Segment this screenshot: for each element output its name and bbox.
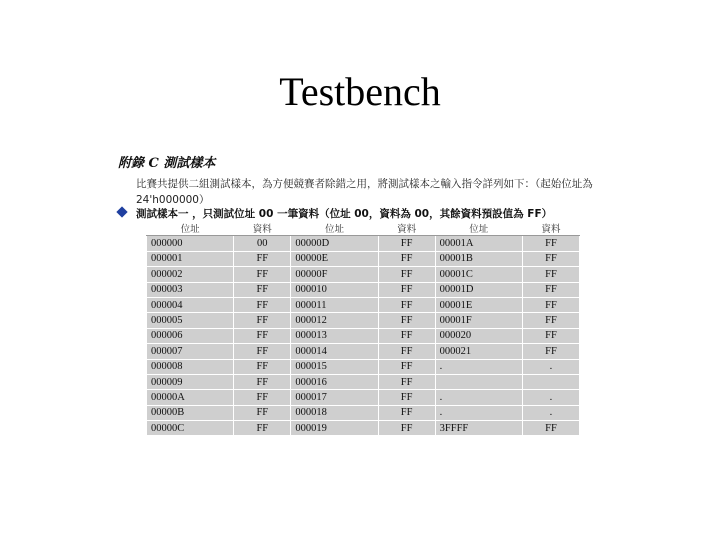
data-cell: FF	[378, 251, 435, 266]
data-cell: FF	[522, 421, 579, 436]
address-cell: 000007	[147, 344, 234, 359]
table-row	[147, 328, 580, 343]
data-cell: FF	[378, 405, 435, 420]
data-cell: FF	[522, 328, 579, 343]
address-cell: 000021	[435, 344, 522, 359]
data-cell: FF	[234, 421, 291, 436]
table-header-row	[147, 221, 580, 236]
address-cell: 000008	[147, 359, 234, 374]
table-row	[147, 267, 580, 282]
table-row	[147, 297, 580, 312]
table-row	[147, 344, 580, 359]
address-cell: 000012	[291, 313, 378, 328]
table-row	[147, 359, 580, 374]
table-row	[147, 390, 580, 405]
address-cell: 00001B	[435, 251, 522, 266]
data-cell: FF	[378, 390, 435, 405]
address-cell: 000016	[291, 374, 378, 389]
data-cell: FF	[378, 236, 435, 251]
data-cell: FF	[234, 390, 291, 405]
address-cell: 000019	[291, 421, 378, 436]
header-data-3: 資料	[522, 221, 579, 236]
data-cell: FF	[234, 328, 291, 343]
address-cell: 00001A	[435, 236, 522, 251]
address-cell: 00000E	[291, 251, 378, 266]
header-address-3: 位址	[435, 221, 522, 236]
data-cell: FF	[378, 374, 435, 389]
address-cell: 3FFFF	[435, 421, 522, 436]
address-cell: 000017	[291, 390, 378, 405]
address-data-table	[146, 220, 580, 436]
address-cell: 000013	[291, 328, 378, 343]
data-cell: FF	[522, 282, 579, 297]
table-row	[147, 421, 580, 436]
appendix-heading: 附錄 C 測試樣本	[118, 156, 216, 171]
address-cell: 000004	[147, 297, 234, 312]
address-cell: 00000B	[147, 405, 234, 420]
header-address-2: 位址	[291, 221, 378, 236]
address-cell: 00000F	[291, 267, 378, 282]
data-cell: FF	[234, 359, 291, 374]
address-cell: 000015	[291, 359, 378, 374]
sample-description	[118, 206, 552, 221]
data-cell: FF	[378, 421, 435, 436]
address-cell: .	[435, 405, 522, 420]
data-cell: FF	[234, 405, 291, 420]
data-cell: FF	[234, 374, 291, 389]
data-cell: FF	[522, 251, 579, 266]
address-cell: 000001	[147, 251, 234, 266]
data-cell: FF	[378, 297, 435, 312]
data-cell: FF	[378, 344, 435, 359]
data-cell	[522, 374, 579, 389]
data-cell: .	[522, 405, 579, 420]
address-cell: 00000D	[291, 236, 378, 251]
address-cell: 000020	[435, 328, 522, 343]
address-cell: 00000C	[147, 421, 234, 436]
data-cell: FF	[522, 267, 579, 282]
address-cell: 000005	[147, 313, 234, 328]
address-cell: .	[435, 390, 522, 405]
address-cell: 000011	[291, 297, 378, 312]
header-data-1: 資料	[234, 221, 291, 236]
diamond-bullet-icon	[116, 206, 127, 217]
data-cell: FF	[522, 236, 579, 251]
sample-description-text: 測試樣本一 ，只測試位址 00 一筆資料（位址 00，資料為 00，其餘資料預設值為 FF）	[136, 208, 553, 220]
table-row	[147, 405, 580, 420]
slide-title: Testbench	[279, 69, 441, 114]
address-cell: 000009	[147, 374, 234, 389]
data-cell: 00	[234, 236, 291, 251]
table-body	[147, 236, 580, 436]
header-address-1: 位址	[147, 221, 234, 236]
address-cell: 00001D	[435, 282, 522, 297]
address-cell: 000003	[147, 282, 234, 297]
data-cell: FF	[522, 313, 579, 328]
address-cell: 000018	[291, 405, 378, 420]
data-cell: .	[522, 359, 579, 374]
address-cell: 000002	[147, 267, 234, 282]
table-row	[147, 251, 580, 266]
table-row	[147, 313, 580, 328]
address-cell: 00001F	[435, 313, 522, 328]
intro-paragraph: 比賽共提供二組測試樣本，為方便競賽者除錯之用，將測試樣本之輸入指令詳列如下：（起始位址為 24'h000000）	[136, 178, 593, 206]
address-cell: 00001E	[435, 297, 522, 312]
table-row	[147, 282, 580, 297]
data-cell: FF	[378, 267, 435, 282]
table-row	[147, 374, 580, 389]
data-cell: FF	[234, 313, 291, 328]
data-cell: FF	[522, 344, 579, 359]
data-cell: FF	[234, 297, 291, 312]
data-cell: FF	[234, 251, 291, 266]
data-cell: FF	[234, 282, 291, 297]
address-cell: 000010	[291, 282, 378, 297]
data-cell: FF	[378, 328, 435, 343]
address-cell: 000006	[147, 328, 234, 343]
address-cell: 000000	[147, 236, 234, 251]
table-row	[147, 236, 580, 251]
address-cell: 00001C	[435, 267, 522, 282]
data-cell: .	[522, 390, 579, 405]
address-cell: .	[435, 359, 522, 374]
address-cell	[435, 374, 522, 389]
header-data-2: 資料	[378, 221, 435, 236]
data-cell: FF	[378, 359, 435, 374]
data-cell: FF	[378, 313, 435, 328]
data-cell: FF	[234, 344, 291, 359]
data-cell: FF	[234, 267, 291, 282]
address-cell: 00000A	[147, 390, 234, 405]
data-cell: FF	[378, 282, 435, 297]
data-cell: FF	[522, 297, 579, 312]
address-cell: 000014	[291, 344, 378, 359]
